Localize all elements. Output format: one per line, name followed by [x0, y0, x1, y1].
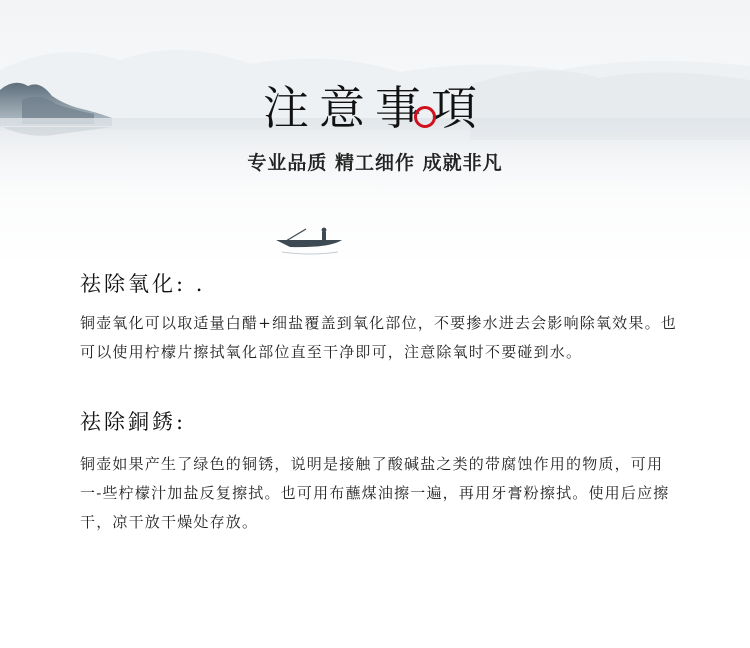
section-body-verdigris: 铜壶如果产生了绿色的铜锈，说明是接触了酸碱盐之类的带腐蚀作用的物质，可用一-些柠檬汁加盐反复擦拭。也可用布蘸煤油擦一遍，再用牙膏粉擦拭。使用后应擦干，凉干放干燥处存放。	[80, 455, 670, 531]
page-title: 注意事項	[263, 81, 487, 135]
red-seal-circle-icon	[414, 106, 436, 128]
section-title-verdigris: 祛除銅銹:	[80, 410, 187, 434]
section-body-oxidation: 铜壶氧化可以取适量白醋+细盐覆盖到氧化部位，不要掺水进去会影响除氧效果。也可以使用柠檬片擦拭氧化部位直至干净即可，注意除氧时不要碰到水。	[80, 314, 677, 361]
section-title-oxidation: 祛除氧化: .	[80, 272, 206, 296]
page-subtitle: 专业品质 精工细作 成就非凡	[247, 152, 503, 174]
